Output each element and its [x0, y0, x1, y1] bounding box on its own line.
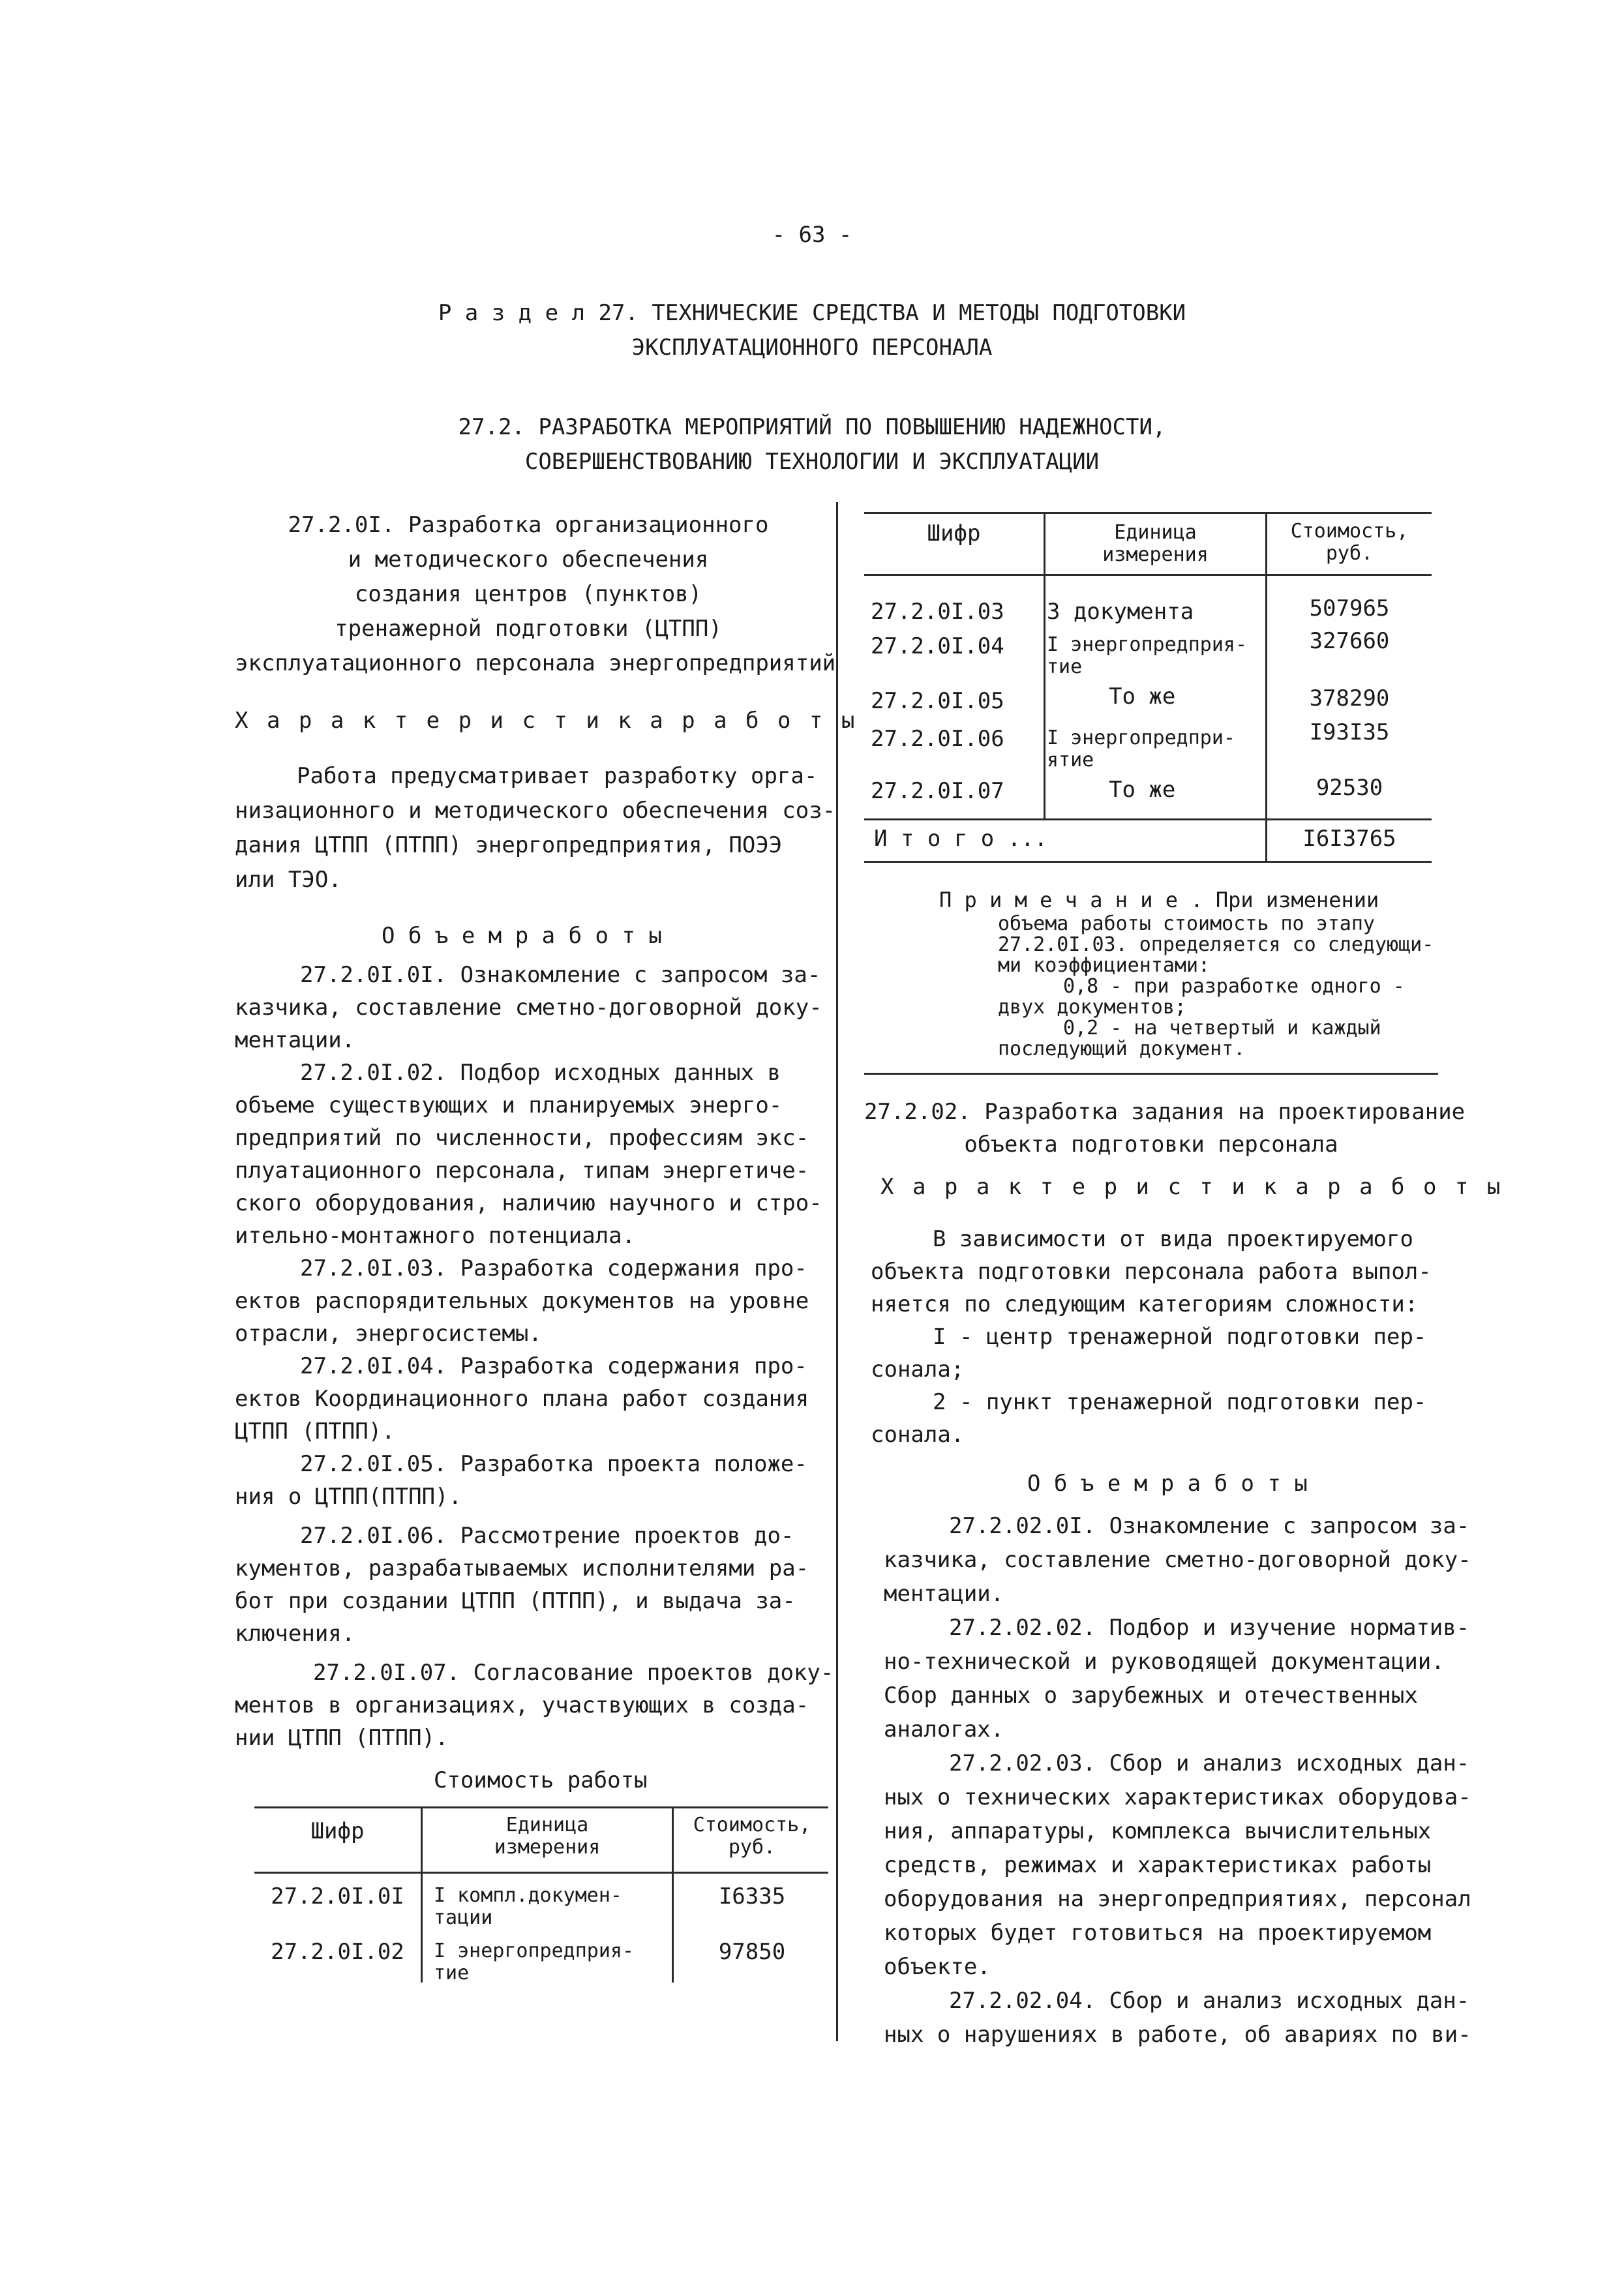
- volume-text: плуатационного персонала, типам энергетиче-: [235, 1158, 809, 1184]
- volume-text: предприятий по численности, профессиям экс-: [235, 1125, 809, 1151]
- item-title: объекта подготовки персонала: [964, 1131, 1338, 1158]
- volume-text: средств, режимах и характеристиках работы: [884, 1852, 1432, 1878]
- volume-text: 27.2.0I.0I. Ознакомление с запросом за-: [300, 962, 821, 988]
- volume-text: 27.2.02.0I. Ознакомление с запросом за-: [949, 1513, 1470, 1539]
- volume-text: ментов в организациях, участвующих в созда-: [235, 1692, 809, 1718]
- note-line: последующий документ.: [998, 1038, 1246, 1060]
- table-total-value: I6I3765: [1302, 826, 1396, 852]
- volume-text: казчика, составление сметно-договорной доку-: [884, 1547, 1471, 1573]
- volume-text: объеме существующих и планируемых энерго-: [235, 1092, 783, 1118]
- volume-text: которых будет готовиться на проектируемом: [884, 1920, 1432, 1946]
- table-cell-unit: I энергопредприя- тие: [1047, 633, 1248, 678]
- table-cell-cost: 378290: [1309, 685, 1390, 711]
- table-cell-unit: То же: [1109, 683, 1176, 710]
- volume-text: ключения.: [235, 1621, 355, 1647]
- volume-text: ментации.: [235, 1027, 355, 1053]
- item-title: эксплуатационного персонала энергопредприятий: [235, 650, 836, 676]
- characteristics-heading: Х а р а к т е р и с т и к а р а б о т ы: [880, 1174, 1503, 1200]
- section-rule: [864, 1073, 1438, 1075]
- table-cell-cost: 92530: [1316, 775, 1383, 801]
- table-header: Единица измерения: [1102, 521, 1209, 566]
- page-number: - 63 -: [772, 222, 852, 248]
- table-header: Стоимость, руб.: [1290, 520, 1409, 565]
- char-text: I - центр тренажерной подготовки пер-: [933, 1324, 1427, 1350]
- table-rule: [864, 574, 1432, 576]
- item-title: тренажерной подготовки (ЦТПП): [335, 616, 722, 642]
- volume-text: ЦТПП (ПТПП).: [235, 1418, 395, 1445]
- table-cell-code: 27.2.0I.05: [871, 688, 1004, 714]
- table-cell-cost: I6335: [718, 1883, 786, 1909]
- char-text: сонала;: [871, 1356, 965, 1383]
- char-text: или ТЭО.: [235, 867, 342, 893]
- subsection-title-line2: СОВЕРШЕНСТВОВАНИЮ ТЕХНОЛОГИИ И ЭКСПЛУАТАЦИИ: [524, 449, 1100, 475]
- table-cell-code: 27.2.0I.02: [271, 1939, 404, 1965]
- note-line: 0,2 - на четвертый и каждый: [1063, 1017, 1381, 1040]
- table-total-label: И т о г о ...: [874, 826, 1048, 852]
- char-text: сонала.: [871, 1422, 965, 1448]
- volume-text: кументов, разрабатываемых исполнителями ра-: [235, 1555, 809, 1581]
- volume-text: ния о ЦТПП(ПТПП).: [235, 1484, 462, 1510]
- note-line: двух документов;: [998, 996, 1186, 1019]
- characteristics-heading: Х а р а к т е р и с т и к а р а б о т ы: [235, 708, 858, 734]
- table-rule: [864, 861, 1432, 863]
- char-text: объекта подготовки персонала работа выпол-: [871, 1259, 1432, 1285]
- volume-text: нии ЦТПП (ПТПП).: [235, 1725, 449, 1751]
- table-cell-code: 27.2.0I.06: [871, 726, 1004, 752]
- volume-text: ных о нарушениях в работе, об авариях по ви-: [884, 2022, 1471, 2048]
- note-line: ми коэффициентами:: [998, 954, 1210, 977]
- item-title: 27.2.0I. Разработка организационного: [288, 512, 769, 538]
- table-cell-cost: 97850: [718, 1939, 786, 1965]
- volume-text: ектов распорядительных документов на уровне: [235, 1288, 809, 1314]
- table-rule: [864, 512, 1432, 514]
- volume-text: ектов Координационного плана работ создания: [235, 1386, 809, 1412]
- table-cell-unit: I компл.докумен- тации: [434, 1884, 622, 1929]
- table-rule: [254, 1806, 828, 1808]
- table-header: Шифр: [310, 1818, 365, 1844]
- table-header: Стоимость, руб.: [693, 1814, 811, 1859]
- item-title: создания центров (пунктов): [354, 581, 702, 607]
- table-rule: [254, 1872, 828, 1874]
- volume-text: 27.2.02.03. Сбор и анализ исходных дан-: [949, 1750, 1470, 1776]
- volume-text: 27.2.0I.03. Разработка содержания про-: [300, 1255, 807, 1281]
- table-rule: [864, 818, 1432, 820]
- volume-text: 27.2.02.04. Сбор и анализ исходных дан-: [949, 1988, 1470, 2014]
- table-cell-unit: I энергопредпри- ятие: [1047, 726, 1235, 771]
- table-cell-unit: I энергопредприя- тие: [434, 1939, 635, 1984]
- note-line: П р и м е ч а н и е . При изменении: [939, 888, 1379, 912]
- table-header: Шифр: [927, 520, 981, 547]
- volume-text: объекте.: [884, 1954, 991, 1980]
- table-cell-code: 27.2.0I.0I: [271, 1883, 404, 1909]
- volume-text: казчика, составление сметно-договорной доку-: [235, 995, 822, 1021]
- char-text: няется по следующим категориям сложности:: [871, 1291, 1419, 1317]
- volume-text: ных о технических характеристиках оборудова-: [884, 1784, 1471, 1810]
- volume-heading: О б ъ е м р а б о т ы: [1027, 1471, 1308, 1497]
- table-cell-code: 27.2.0I.07: [871, 778, 1004, 804]
- volume-text: 27.2.0I.05. Разработка проекта положе-: [300, 1451, 807, 1477]
- char-text: 2 - пункт тренажерной подготовки пер-: [933, 1389, 1427, 1415]
- volume-text: 27.2.0I.04. Разработка содержания про-: [300, 1353, 807, 1379]
- section-title-line2: ЭКСПЛУАТАЦИОННОГО ПЕРСОНАЛА: [631, 335, 993, 361]
- volume-text: 27.2.02.02. Подбор и изучение норматив-: [949, 1615, 1470, 1641]
- table-cell-unit: То же: [1109, 777, 1176, 803]
- char-text: низационного и методического обеспечения соз-: [235, 798, 836, 824]
- table-cell-unit: 3 документа: [1047, 599, 1194, 625]
- volume-text: 27.2.0I.06. Рассмотрение проектов до-: [300, 1523, 794, 1549]
- volume-text: оборудования на энергопредприятиях, персонал: [884, 1886, 1471, 1912]
- volume-text: Сбор данных о зарубежных и отечественных: [884, 1683, 1418, 1709]
- volume-text: но-технической и руководящей документации.: [884, 1649, 1445, 1675]
- note-line: объема работы стоимость по этапу: [998, 912, 1375, 935]
- cost-heading: Стоимость работы: [434, 1767, 648, 1793]
- item-title: 27.2.02. Разработка задания на проектирование: [864, 1099, 1466, 1125]
- char-text: дания ЦТПП (ПТПП) энергопредприятия, ПОЭЭ: [235, 832, 783, 858]
- volume-heading: О б ъ е м р а б о т ы: [382, 923, 662, 949]
- table-cell-cost: 327660: [1309, 628, 1390, 654]
- table-cell-cost: 507965: [1309, 595, 1390, 621]
- volume-text: 27.2.0I.07. Согласование проектов доку-: [313, 1660, 834, 1686]
- volume-text: 27.2.0I.02. Подбор исходных данных в: [300, 1060, 781, 1086]
- subsection-title: 27.2. РАЗРАБОТКА МЕРОПРИЯТИЙ ПО ПОВЫШЕНИЮ НАДЕЖНОСТИ,: [458, 414, 1166, 440]
- volume-text: аналогах.: [884, 1716, 1004, 1743]
- table-cell-cost: I93I35: [1309, 719, 1390, 745]
- volume-text: ского оборудования, наличию научного и стро-: [235, 1190, 822, 1216]
- item-title: и методического обеспечения: [348, 547, 709, 573]
- section-title: Р а з д е л 27. ТЕХНИЧЕСКИЕ СРЕДСТВА И МЕТОДЫ ПОДГОТОВКИ: [438, 300, 1186, 326]
- volume-text: ния, аппаратуры, комплекса вычислительных: [884, 1818, 1432, 1844]
- note-line: 0,8 - при разработке одного -: [1063, 975, 1405, 998]
- char-text: Работа предусматривает разработку орга-: [297, 763, 818, 789]
- volume-text: отрасли, энергосистемы.: [235, 1321, 542, 1347]
- table-cell-code: 27.2.0I.04: [871, 633, 1004, 659]
- table-header: Единица измерения: [494, 1814, 601, 1859]
- volume-text: ительно-монтажного потенциала.: [235, 1223, 636, 1249]
- note-line: 27.2.0I.03. определяется со следующи-: [998, 933, 1434, 956]
- volume-text: бот при создании ЦТПП (ПТПП), и выдача за-: [235, 1588, 796, 1614]
- table-cell-code: 27.2.0I.03: [871, 599, 1004, 625]
- volume-text: ментации.: [884, 1581, 1004, 1607]
- char-text: В зависимости от вида проектируемого: [933, 1226, 1413, 1252]
